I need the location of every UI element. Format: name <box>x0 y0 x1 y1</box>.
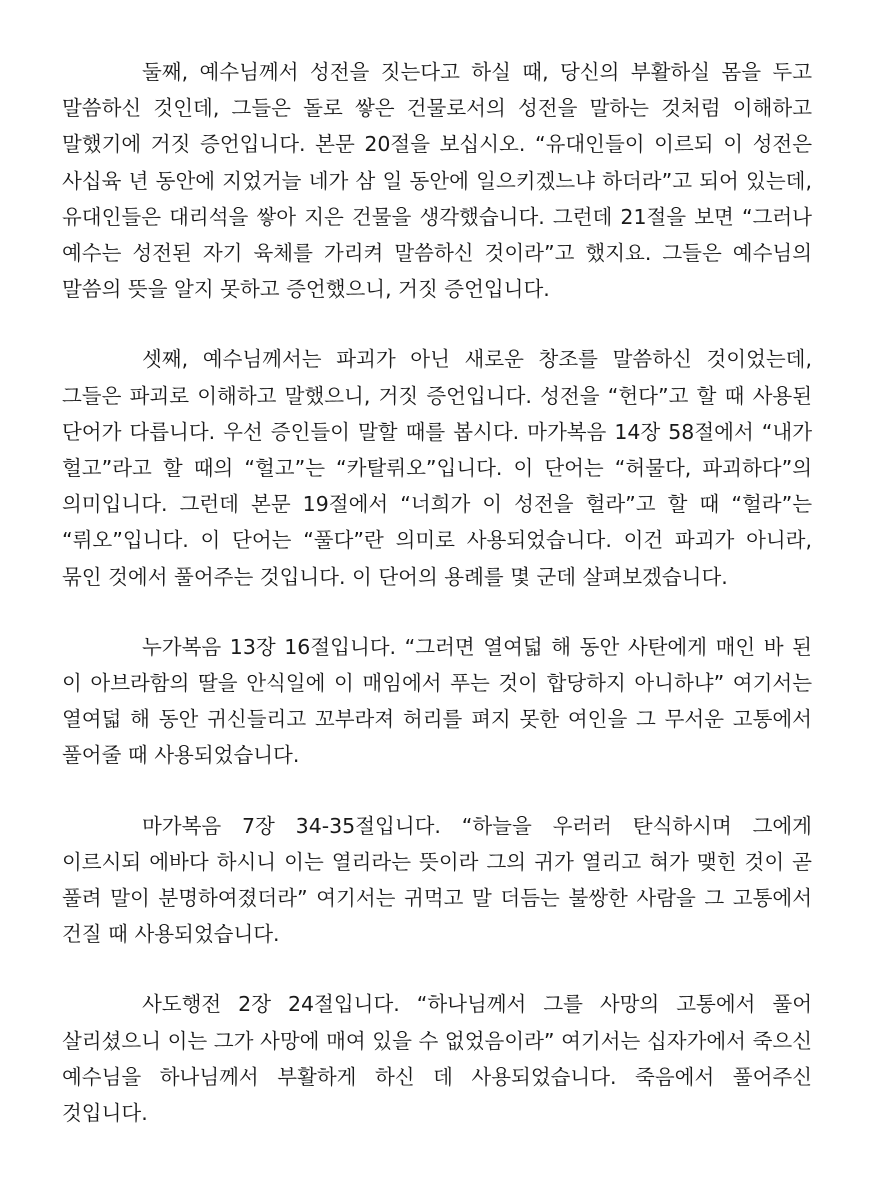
paragraph-acts-2-24: 사도행전 2장 24절입니다. “하나님께서 그를 사망의 고통에서 풀어 살리셨으니 이는 그가 사망에 매여 있을 수 없었음이라” 여기서는 십자가에서 죽으신 예수님을 하나님께서 부활하게 하신 데 사용되었습니다. 죽음에서 풀어주신 것입니다. <box>62 992 812 1126</box>
paragraph-third-point: 셋째, 예수님께서는 파괴가 아닌 새로운 창조를 말씀하신 것이었는데, 그들은 파괴로 이해하고 말했으니, 거짓 증언입니다. 성전을 “헌다”고 할 때 사용된 단어가 다릅니다. 우선 증인들이 말할 때를 봅시다. 마가복음 14장 58절에서 “내가 헐고”라고 할 때의 “헐고”는 “카탈뤼오”입니다. 이 단어는 “허물다, 파괴하다”의 의미입니다. 그런데 본문 19절에서 “너희가 이 성전을 헐라”고 할 때 “헐라”는 “뤼오”입니다. 이 단어는 “풀다”란 의미로 사용되었습니다. 이건 파괴가 아니라, 묶인 것에서 풀어주는 것입니다. 이 단어의 용례를 몇 군데 살펴보겠습니다. <box>62 347 812 589</box>
paragraph-second-point: 둘째, 예수님께서 성전을 짓는다고 하실 때, 당신의 부활하실 몸을 두고 말씀하신 것인데, 그들은 돌로 쌓은 건물로서의 성전을 말하는 것처럼 이해하고 말했기에 거짓 증언입니다. 본문 20절을 보십시오. “유대인들이 이르되 이 성전은 사십육 년 동안에 지었거늘 네가 삼 일 동안에 일으키겠느냐 하더라”고 되어 있는데, 유대인들은 대리석을 쌓아 지은 건물을 생각했습니다. 그런데 21절을 보면 “그러나 예수는 성전된 자기 육체를 가리켜 말씀하신 것이라”고 했지요. 그들은 예수님의 말씀의 뜻을 알지 못하고 증언했으니, 거짓 증언입니다. <box>62 60 812 302</box>
paragraph-mark-7-34-35: 마가복음 7장 34-35절입니다. “하늘을 우러러 탄식하시며 그에게 이르시되 에바다 하시니 이는 열리라는 뜻이라 그의 귀가 열리고 혀가 맺힌 것이 곧 풀려 말이 분명하여졌더라” 여기서는 귀먹고 말 더듬는 불쌍한 사람을 그 고통에서 건질 때 사용되었습니다. <box>62 813 812 947</box>
paragraph-luke-13-16: 누가복음 13장 16절입니다. “그러면 열여덟 해 동안 사탄에게 매인 바 된 이 아브라함의 딸을 안식일에 이 매임에서 푸는 것이 합당하지 아니하냐” 여기서는 열여덟 해 동안 귀신들리고 꼬부라져 허리를 펴지 못한 여인을 그 무서운 고통에서 풀어줄 때 사용되었습니다. <box>62 634 812 768</box>
document-page <box>62 54 812 1131</box>
